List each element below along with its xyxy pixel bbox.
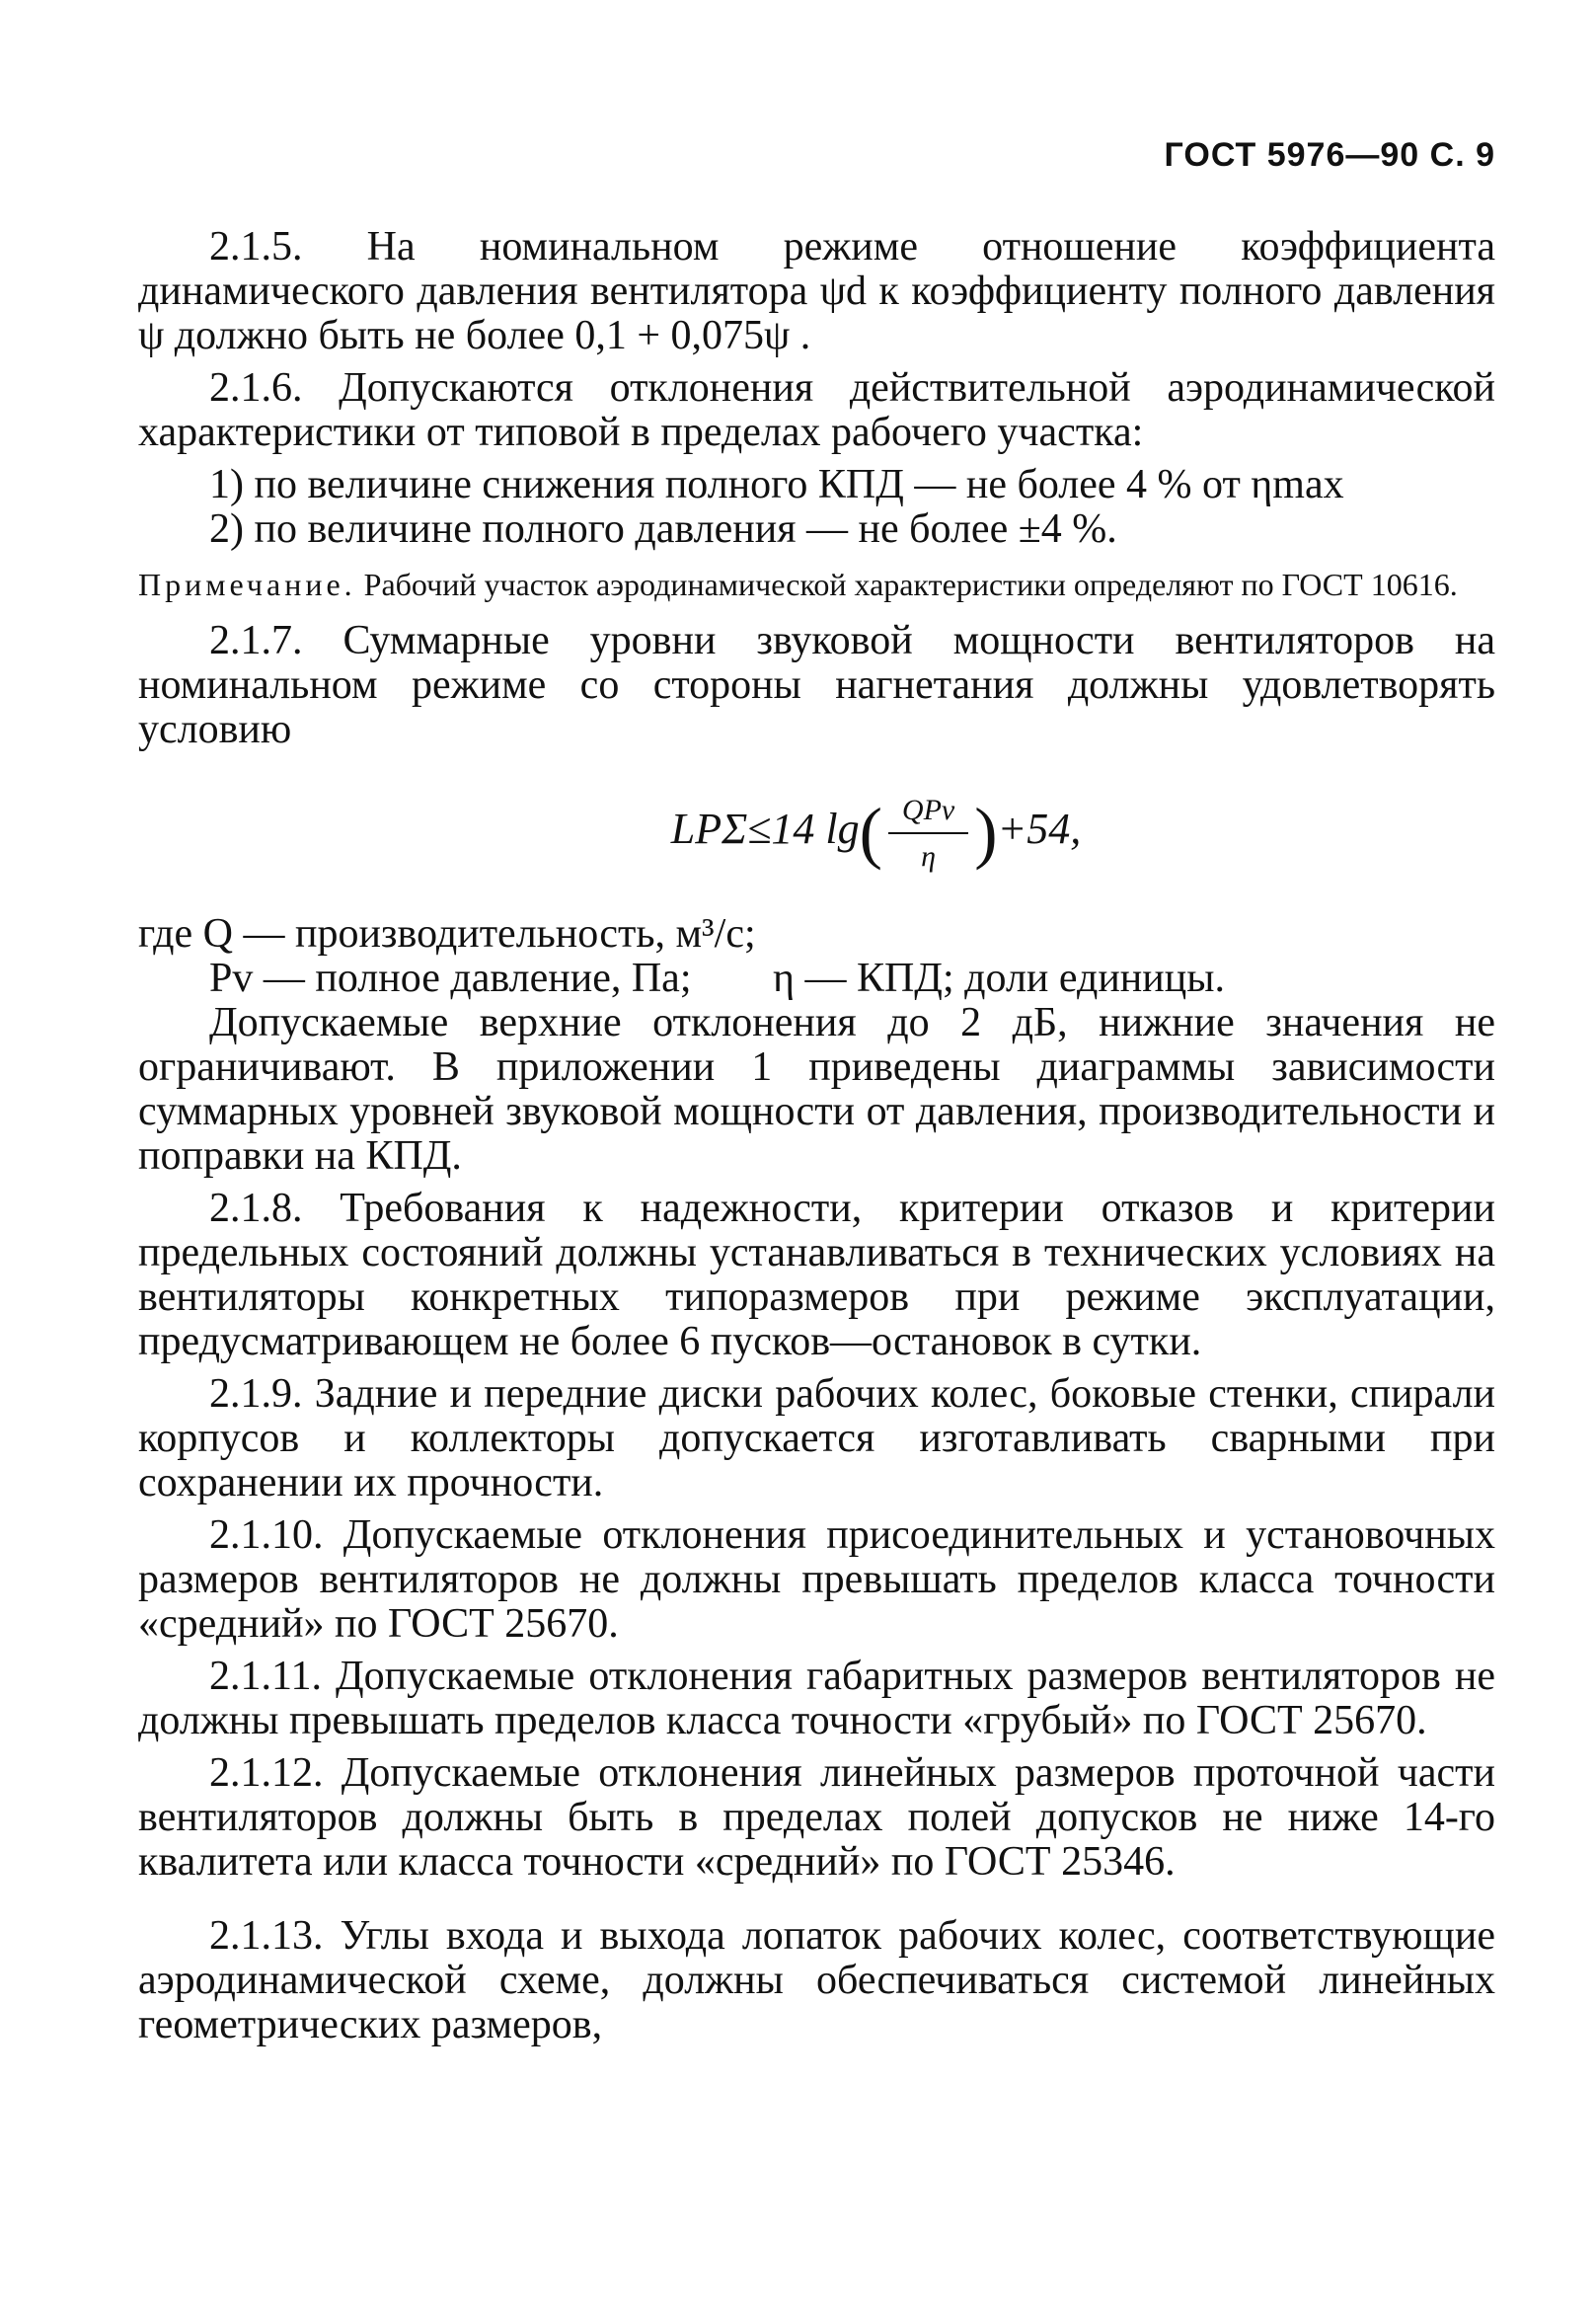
note xyxy=(138,566,1495,603)
paragraph-2-1-12: 2.1.12. Допускаемые отклонения линейных размеров проточной части вентиляторов должны быть в пределах полей допусков не ниже 14-го квалитета или класса точности «средний» по ГОСТ 25346. xyxy=(138,1750,1495,1885)
formula-right: +54, xyxy=(997,805,1082,854)
formula-left: LPΣ≤14 lg xyxy=(670,805,860,854)
page-header: ГОСТ 5976—90 С. 9 xyxy=(1164,136,1495,174)
formula-numerator: QPv xyxy=(888,788,968,834)
list-item-1: 1) по величине снижения полного КПД — не более 4 % от ηmax xyxy=(209,462,1344,507)
formula-fraction xyxy=(888,788,968,879)
document-body xyxy=(138,225,1495,2055)
legend-eta: η — КПД; доли единицы. xyxy=(773,956,1225,1001)
formula-open-paren: ( xyxy=(859,795,882,872)
sound-power-formula xyxy=(197,788,1555,879)
paragraph-2-1-13: 2.1.13. Углы входа и выхода лопаток рабочих колес, соответствующие аэродинамической схеме, должны обеспечиваться системой линейных геометрических размеров, xyxy=(138,1913,1495,2047)
legend-pv: Pv — полное давление, Па; xyxy=(209,956,692,1001)
spacer xyxy=(138,1892,1495,1914)
list-item-2: 2) по величине полного давления — не более ±4 %. xyxy=(209,506,1117,552)
paragraph-2-1-5: 2.1.5. На номинальном режиме отношение коэффициента динамического давления вентилятора ψd к коэффициенту полного давления ψ должно быть не более 0,1 + 0,075ψ . xyxy=(138,224,1495,358)
paragraph-2-1-7-continued: Допускаемые верхние отклонения до 2 дБ, нижние значения не ограничивают. В приложении 1 приведены диаграммы зависимости суммарных уровней звуковой мощности от давления, производительности и поправки на КПД. xyxy=(138,1000,1495,1179)
formula-legend xyxy=(138,912,1495,1001)
paragraph-2-1-7: 2.1.7. Суммарные уровни звуковой мощности вентиляторов на номинальном режиме со стороны нагнетания должны удовлетворять условию xyxy=(138,618,1495,752)
legend-q: где Q — производительность, м³/с; xyxy=(138,911,756,957)
paragraph-2-1-8: 2.1.8. Требования к надежности, критерии отказов и критерии предельных состояний должны устанавливаться в технических условиях на вентиляторы конкретных типоразмеров при режиме эксплуатации, предусматривающем не более 6 пусков—остановок в сутки. xyxy=(138,1186,1495,1364)
note-label: Примечание. xyxy=(138,567,356,602)
paragraph-2-1-11: 2.1.11. Допускаемые отклонения габаритных размеров вентиляторов не должны превышать пределов класса точности «грубый» по ГОСТ 25670. xyxy=(138,1654,1495,1743)
paragraph-2-1-10: 2.1.10. Допускаемые отклонения присоединительных и установочных размеров вентиляторов не должны превышать пределов класса точности «средний» по ГОСТ 25670. xyxy=(138,1512,1495,1647)
note-text: Рабочий участок аэродинамической характеристики определяют по ГОСТ 10616. xyxy=(363,567,1458,602)
paragraph-2-1-6: 2.1.6. Допускаются отклонения действительной аэродинамической характеристики от типовой в пределах рабочего участка: xyxy=(138,365,1495,455)
paragraph-2-1-9: 2.1.9. Задние и передние диски рабочих колес, боковые стенки, спирали корпусов и коллекторы допускается изготавливать сварными при сохранении их прочности. xyxy=(138,1371,1495,1505)
formula-close-paren: ) xyxy=(974,795,998,872)
formula-denominator: η xyxy=(921,840,937,873)
